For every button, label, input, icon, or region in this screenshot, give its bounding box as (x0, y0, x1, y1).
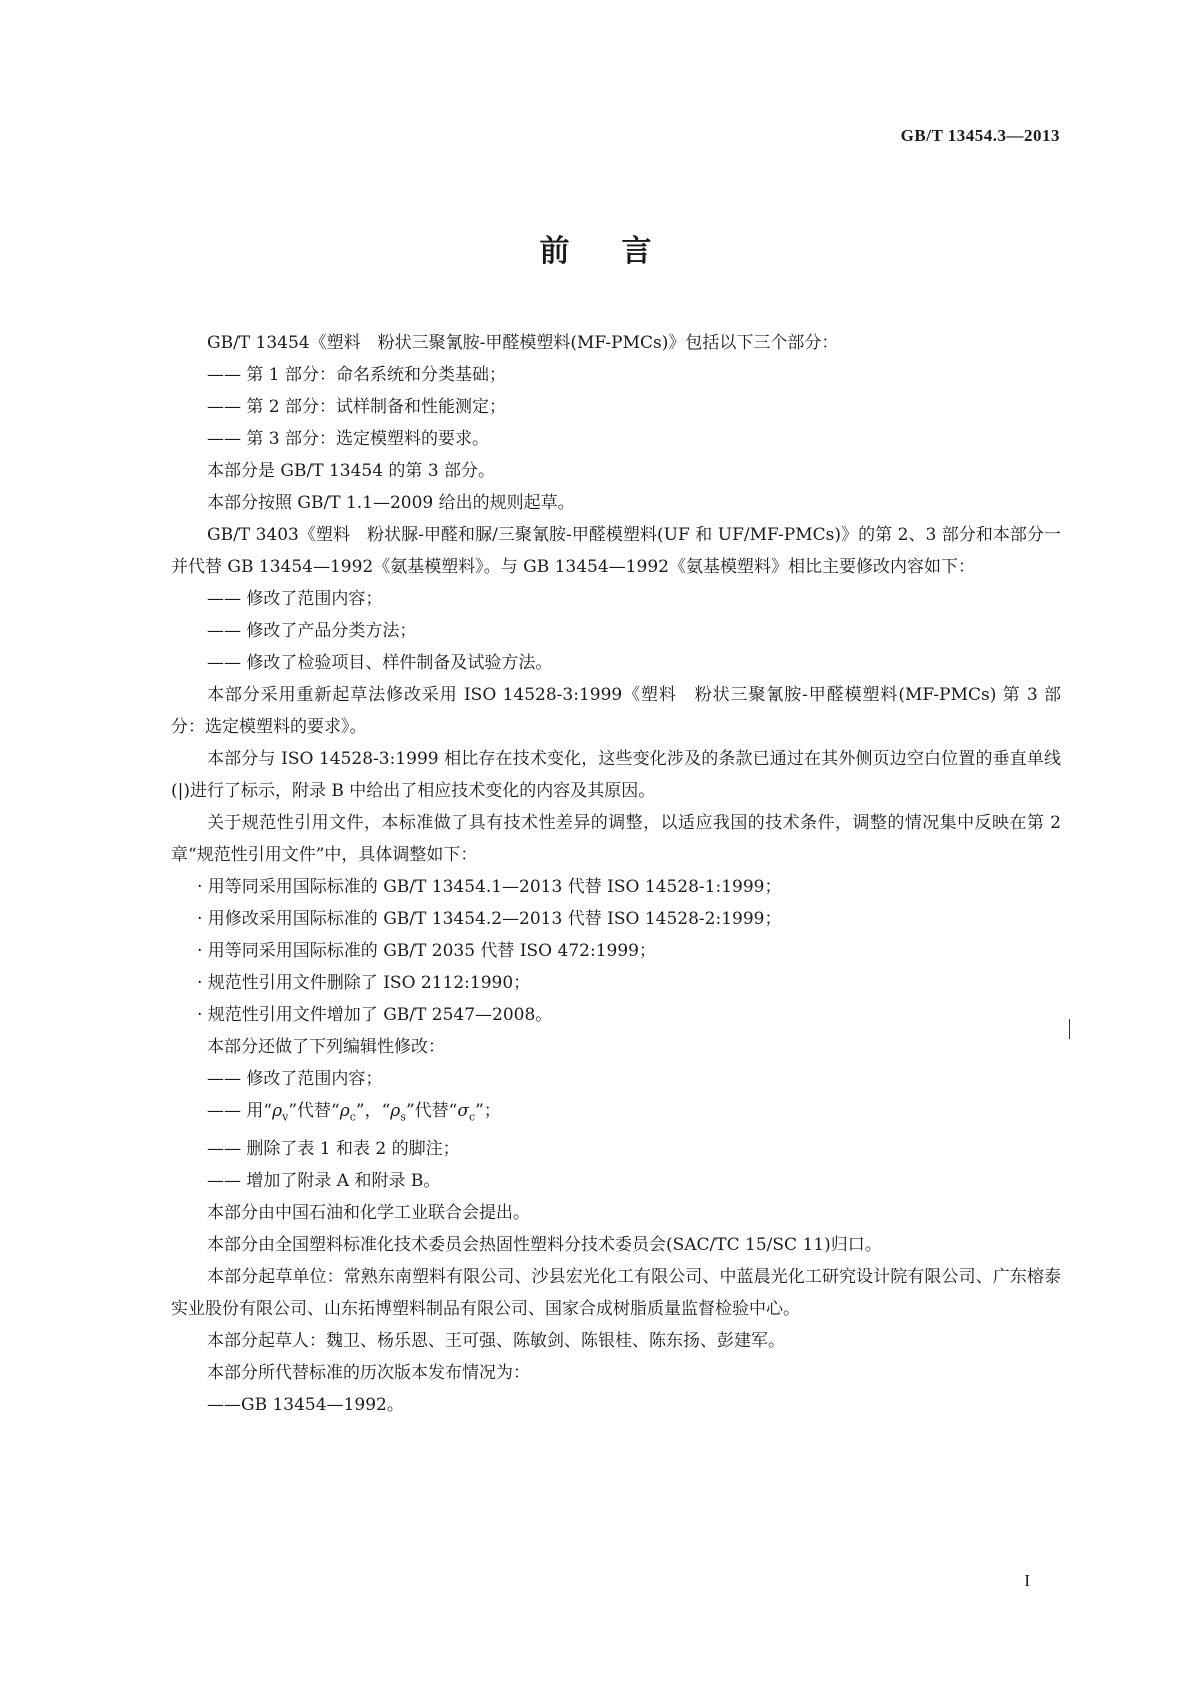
part-of-paragraph: 本部分是 GB/T 13454 的第 3 部分。 (207, 461, 496, 481)
part-list-item: —— 第 1 部分：命名系统和分类基础； (207, 365, 507, 385)
drafting-rules-paragraph: 本部分按照 GB/T 1.1—2009 给出的规则起草。 (207, 493, 575, 513)
standard-number: GB/T 13454.3—2013 (900, 126, 1060, 145)
history-paragraph: 本部分所代替标准的历次版本发布情况为： (207, 1363, 530, 1384)
history-list-item: ——GB 13454—1992。 (207, 1395, 404, 1416)
iso-adoption-paragraph: 本部分采用重新起草法修改采用 ISO 14528-3:1999《塑料 粉状三聚氰胺-甲醛模塑料(MF-PMCs) 第 3 部分：选定模塑料的要求》。 (171, 685, 1061, 737)
adjustment-list-item: · 规范性引用文件增加了 GB/T 2547—2008。 (197, 1005, 553, 1025)
change-list-item: —— 修改了产品分类方法； (207, 621, 417, 641)
adjustment-list-item: · 用等同采用国际标准的 GB/T 2035 代替 ISO 472:1999； (197, 941, 656, 961)
replacement-paragraph: GB/T 3403《塑料 粉状脲-甲醛和脲/三聚氰胺-甲醛模塑料(UF 和 UF/MF-PMCs)》的第 2、3 部分和本部分一并代替 GB 13454—1992《氨基模塑料》。与 GB 13454—1992《氨基模塑料》相比主要修改内容如下： (171, 525, 1061, 577)
change-list-item: —— 修改了范围内容； (207, 589, 383, 609)
adjustment-list-item: · 用修改采用国际标准的 GB/T 13454.2—2013 代替 ISO 14528-2:1999； (197, 909, 782, 929)
foreword-body (171, 327, 1061, 1421)
intro-paragraph: GB/T 13454《塑料 粉状三聚氰胺-甲醛模塑料(MF-PMCs)》包括以下三个部分： (207, 333, 839, 353)
centralized-by-paragraph: 本部分由全国塑料标准化技术委员会热固性塑料分技术委员会(SAC/TC 15/SC 11)归口。 (207, 1235, 882, 1256)
editorial-list-item-symbols: —— 用“$\rho_v$”代替“$\rho_c$”，“$\rho_s$”代替“$\sigma_c$”； (207, 1101, 501, 1124)
editorial-list-item: —— 增加了附录 A 和附录 B。 (207, 1171, 441, 1192)
editorial-list-item: —— 修改了范围内容； (207, 1069, 383, 1089)
editorial-list-item: —— 删除了表 1 和表 2 的脚注； (207, 1139, 460, 1160)
technical-change-marker (1069, 1019, 1070, 1039)
normative-references-paragraph: 关于规范性引用文件，本标准做了具有技术性差异的调整，以适应我国的技术条件，调整的情况集中反映在第 2 章“规范性引用文件”中，具体调整如下： (171, 813, 1061, 865)
proposed-by-paragraph: 本部分由中国石油和化学工业联合会提出。 (207, 1203, 530, 1224)
drafting-units-paragraph: 本部分起草单位：常熟东南塑料有限公司、沙县宏光化工有限公司、中蓝晨光化工研究设计院有限公司、广东榕泰实业股份有限公司、山东拓博塑料制品有限公司、国家合成树脂质量监督检验中心。 (171, 1267, 1061, 1320)
editorial-changes-paragraph: 本部分还做了下列编辑性修改： (207, 1037, 445, 1057)
drafters-paragraph: 本部分起草人：魏卫、杨乐恩、王可强、陈敏剑、陈银桂、陈东扬、彭建军。 (207, 1331, 785, 1352)
adjustment-list-item: · 规范性引用文件删除了 ISO 2112:1990； (197, 973, 531, 993)
adjustment-list-item: · 用等同采用国际标准的 GB/T 13454.1—2013 代替 ISO 14528-1:1999； (197, 877, 782, 897)
change-list-item: —— 修改了检验项目、样件制备及试验方法。 (207, 653, 553, 673)
technical-changes-paragraph: 本部分与 ISO 14528-3:1999 相比存在技术变化，这些变化涉及的条款已通过在其外侧页边空白位置的垂直单线(|)进行了标示，附录 B 中给出了相应技术变化的内容及其原因。 (171, 749, 1061, 801)
part-list-item: —— 第 2 部分：试样制备和性能测定； (207, 397, 507, 417)
part-list-item: —— 第 3 部分：选定模塑料的要求。 (207, 429, 490, 449)
page-title: 前言 (539, 234, 704, 269)
page-number: I (1024, 1571, 1030, 1590)
